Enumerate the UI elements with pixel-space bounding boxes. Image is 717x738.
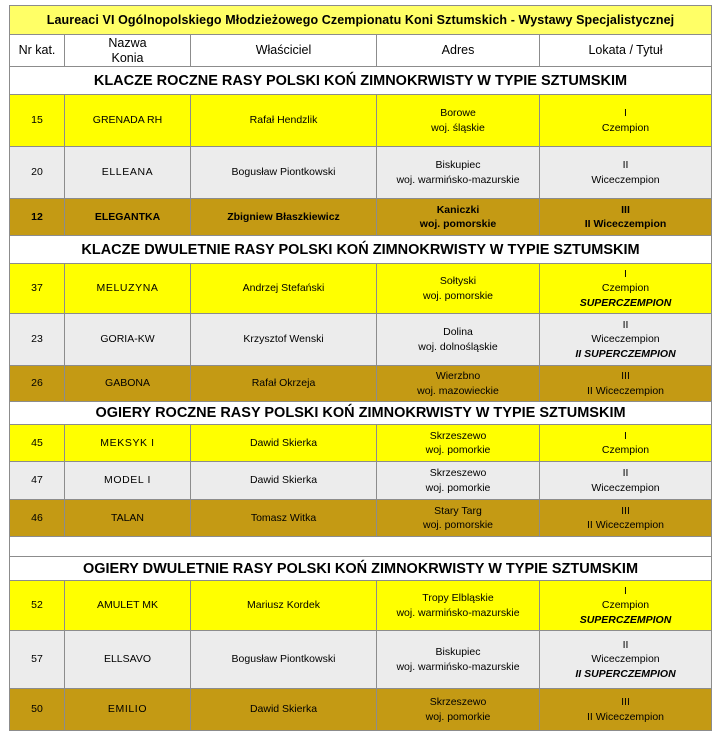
- cell-nr: 37: [9, 264, 65, 314]
- address-town: Skrzeszewo: [429, 467, 487, 480]
- cell-wlasciciel: Bogusław Piontkowski: [191, 147, 377, 199]
- address-town: Kaniczki: [436, 203, 480, 216]
- place-number: II: [622, 467, 629, 480]
- cell-wlasciciel: Andrzej Stefański: [191, 264, 377, 314]
- header-nazwa: [65, 35, 191, 67]
- header-nazwa-line2: Konia: [111, 50, 144, 65]
- table-row: [9, 689, 712, 731]
- place-number: I: [624, 429, 627, 442]
- place-title: Wiceczempion: [591, 653, 660, 666]
- address-voivodeship: woj. pomorskie: [419, 218, 497, 230]
- cell-wlasciciel: Tomasz Witka: [191, 500, 377, 537]
- cell-lokata: [540, 462, 712, 500]
- cell-wlasciciel: Krzysztof Wenski: [191, 314, 377, 366]
- cell-lokata: [540, 689, 712, 731]
- header-nazwa-line1: Nazwa: [108, 36, 147, 51]
- cell-nazwa: MELUZYNA: [65, 264, 191, 314]
- address-town: Stary Targ: [434, 504, 482, 517]
- table-row: [9, 314, 712, 366]
- cell-adres: [377, 199, 540, 236]
- cell-adres: [377, 500, 540, 537]
- address-voivodeship: woj. pomorkie: [425, 481, 491, 494]
- cell-nr: 20: [9, 147, 65, 199]
- address-town: Wierzbno: [435, 370, 481, 383]
- cell-nr: 46: [9, 500, 65, 537]
- section-title: OGIERY DWULETNIE RASY POLSKI KOŃ ZIMNOKRWISTY W TYPIE SZTUMSKIM: [9, 557, 712, 581]
- place-number: I: [624, 268, 627, 281]
- cell-lokata: [540, 95, 712, 147]
- cell-wlasciciel: Rafał Hendzlik: [191, 95, 377, 147]
- super-title: II SUPERCZEMPION: [575, 347, 676, 360]
- cell-wlasciciel: Rafał Okrzeja: [191, 366, 377, 402]
- place-title: Wiceczempion: [591, 481, 660, 494]
- cell-nazwa: AMULET MK: [65, 581, 191, 631]
- address-voivodeship: woj. pomorkie: [425, 710, 491, 723]
- section-title: OGIERY ROCZNE RASY POLSKI KOŃ ZIMNOKRWISTY W TYPIE SZTUMSKIM: [9, 402, 712, 425]
- place-title: Wiceczempion: [591, 333, 660, 346]
- table-row: [9, 581, 712, 631]
- cell-wlasciciel: Dawid Skierka: [191, 689, 377, 731]
- cell-nr: 23: [9, 314, 65, 366]
- super-title: SUPERCZEMPION: [579, 613, 672, 626]
- header-adres: Adres: [377, 35, 540, 67]
- address-voivodeship: woj. dolnośląskie: [418, 340, 498, 353]
- cell-adres: [377, 689, 540, 731]
- cell-lokata: [540, 366, 712, 402]
- cell-nr: 26: [9, 366, 65, 402]
- cell-wlasciciel: Mariusz Kordek: [191, 581, 377, 631]
- place-number: II: [622, 639, 629, 652]
- table-row: [9, 500, 712, 537]
- cell-adres: [377, 366, 540, 402]
- address-town: Biskupiec: [435, 159, 481, 172]
- address-voivodeship: woj. pomorskie: [422, 519, 494, 531]
- address-town: Biskupiec: [435, 646, 481, 659]
- address-town: Tropy Elbląskie: [422, 592, 494, 605]
- cell-lokata: [540, 581, 712, 631]
- address-voivodeship: woj. warmińsko-mazurskie: [396, 660, 520, 673]
- place-number: I: [624, 107, 627, 120]
- table-row: [9, 199, 712, 236]
- cell-nr: 50: [9, 689, 65, 731]
- address-voivodeship: woj. warmińsko-mazurskie: [396, 173, 520, 186]
- cell-lokata: [540, 199, 712, 236]
- address-town: Borowe: [440, 107, 476, 120]
- cell-nr: 15: [9, 95, 65, 147]
- cell-nr: 47: [9, 462, 65, 500]
- cell-adres: [377, 462, 540, 500]
- place-title: Czempion: [601, 282, 650, 295]
- cell-nr: 52: [9, 581, 65, 631]
- cell-nazwa: ELEGANTKA: [65, 199, 191, 236]
- cell-nazwa: GORIA-KW: [65, 314, 191, 366]
- place-number: III: [621, 504, 630, 517]
- table-row: [9, 147, 712, 199]
- table-row: [9, 631, 712, 689]
- cell-wlasciciel: Bogusław Piontkowski: [191, 631, 377, 689]
- place-title: Wiceczempion: [591, 173, 660, 186]
- cell-adres: [377, 95, 540, 147]
- cell-adres: [377, 631, 540, 689]
- place-number: II: [622, 159, 629, 172]
- place-number: II: [622, 319, 629, 332]
- address-voivodeship: woj. mazowieckie: [417, 384, 499, 397]
- super-title: SUPERCZEMPION: [579, 296, 672, 309]
- address-town: Sołtyski: [439, 275, 477, 288]
- place-title: Czempion: [601, 444, 650, 456]
- cell-nazwa: GRENADA RH: [65, 95, 191, 147]
- cell-adres: [377, 425, 540, 462]
- cell-adres: [377, 581, 540, 631]
- address-town: Skrzeszewo: [429, 696, 487, 709]
- cell-lokata: [540, 631, 712, 689]
- place-title: II Wiceczempion: [586, 710, 665, 723]
- cell-nazwa: TALAN: [65, 500, 191, 537]
- section-title: KLACZE DWULETNIE RASY POLSKI KOŃ ZIMNOKRWISTY W TYPIE SZTUMSKIM: [9, 236, 712, 264]
- cell-nr: 12: [9, 199, 65, 236]
- cell-wlasciciel: Dawid Skierka: [191, 425, 377, 462]
- table-row: [9, 425, 712, 462]
- cell-nazwa: MODEL I: [65, 462, 191, 500]
- cell-nr: 57: [9, 631, 65, 689]
- cell-adres: [377, 147, 540, 199]
- section-title: KLACZE ROCZNE RASY POLSKI KOŃ ZIMNOKRWISTY W TYPIE SZTUMSKIM: [9, 67, 712, 95]
- address-voivodeship: woj. pomorskie: [422, 289, 494, 302]
- place-title: II Wiceczempion: [584, 218, 667, 230]
- place-title: II Wiceczempion: [586, 384, 665, 397]
- cell-adres: [377, 314, 540, 366]
- place-title: Czempion: [601, 121, 650, 134]
- address-voivodeship: woj. pomorkie: [425, 444, 491, 456]
- cell-lokata: [540, 264, 712, 314]
- cell-lokata: [540, 425, 712, 462]
- cell-lokata: [540, 314, 712, 366]
- cell-nazwa: EMILIO: [65, 689, 191, 731]
- cell-wlasciciel: Dawid Skierka: [191, 462, 377, 500]
- cell-nazwa: MEKSYK I: [65, 425, 191, 462]
- address-voivodeship: woj. warmińsko-mazurskie: [396, 606, 520, 619]
- place-number: III: [621, 203, 630, 216]
- header-wlasciciel: Właściciel: [191, 35, 377, 67]
- address-town: Dolina: [443, 326, 473, 339]
- table-header: [9, 35, 712, 67]
- cell-adres: [377, 264, 540, 314]
- header-lokata: Lokata / Tytuł: [540, 35, 712, 67]
- cell-wlasciciel: Zbigniew Błaszkiewicz: [191, 199, 377, 236]
- header-nr: Nr kat.: [9, 35, 65, 67]
- page-title: Laureaci VI Ogólnopolskiego Młodzieżowego Czempionatu Koni Sztumskich - Wystawy Specjalistycznej: [9, 5, 712, 35]
- cell-nr: 45: [9, 425, 65, 462]
- cell-nazwa: ELLEANA: [65, 147, 191, 199]
- table-row: [9, 366, 712, 402]
- table-row: [9, 95, 712, 147]
- address-voivodeship: woj. śląskie: [431, 121, 485, 134]
- cell-nazwa: ELLSAVO: [65, 631, 191, 689]
- place-number: I: [624, 585, 627, 598]
- spacer-row: [9, 537, 712, 557]
- table-row: [9, 462, 712, 500]
- place-title: II Wiceczempion: [586, 519, 665, 531]
- cell-lokata: [540, 500, 712, 537]
- cell-lokata: [540, 147, 712, 199]
- place-number: III: [621, 370, 630, 383]
- place-number: III: [621, 696, 630, 709]
- table-row: [9, 264, 712, 314]
- cell-nazwa: GABONA: [65, 366, 191, 402]
- place-title: Czempion: [601, 599, 650, 612]
- address-town: Skrzeszewo: [429, 429, 487, 442]
- super-title: II SUPERCZEMPION: [575, 667, 676, 680]
